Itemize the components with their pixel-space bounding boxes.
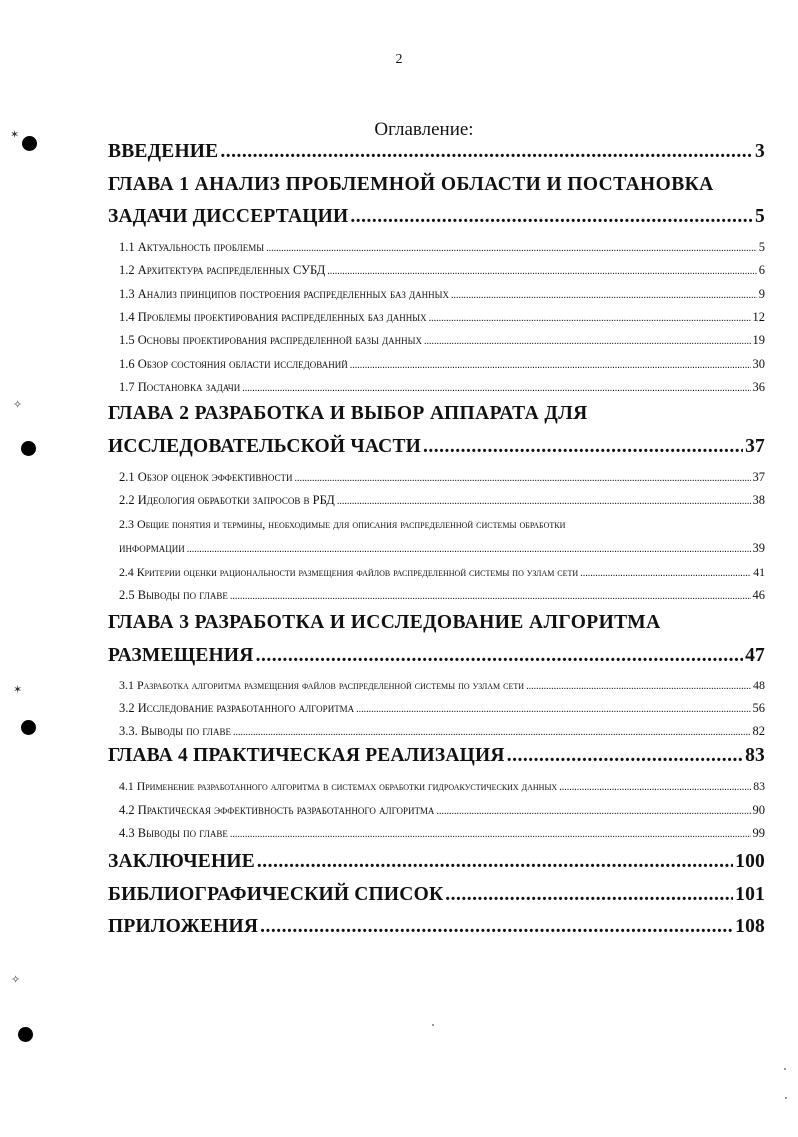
toc-entry-section[interactable] — [119, 310, 765, 325]
dot-leader — [337, 496, 751, 507]
dot-leader — [580, 568, 751, 579]
toc-entry-label: ПРИЛОЖЕНИЯ — [108, 916, 259, 937]
scan-speck — [784, 1068, 786, 1070]
dot-leader — [429, 313, 751, 324]
toc-page-number: 5 — [755, 206, 765, 227]
dot-leader — [350, 360, 751, 371]
toc-page-number: 47 — [745, 645, 765, 666]
dot-leader — [295, 473, 751, 484]
toc-entry-section[interactable] — [119, 724, 765, 739]
toc-entry-section-wrapped-line1[interactable]: 2.3 Общие понятия и термины, необходимые для описания распределенной системы обработки — [119, 517, 566, 531]
toc-entry-label: 1.6 Обзор состояния области исследований — [119, 357, 348, 371]
toc-entry-section[interactable] — [119, 803, 765, 818]
toc-page-number: 108 — [735, 916, 765, 937]
scan-speck — [785, 1097, 787, 1099]
scribble-mark: ✧ — [11, 974, 21, 986]
toc-entry-section[interactable] — [119, 701, 765, 716]
toc-page-number: 19 — [752, 333, 765, 347]
toc-entry-label: РАЗМЕЩЕНИЯ — [108, 645, 254, 666]
dot-leader — [242, 383, 750, 394]
toc-entry-section[interactable] — [119, 565, 765, 580]
page-number: 2 — [395, 52, 403, 67]
scribble-mark: ✶ — [10, 129, 20, 141]
toc-entry-section[interactable] — [119, 240, 765, 255]
toc-entry-section[interactable] — [119, 779, 765, 794]
toc-page-number: 83 — [745, 745, 765, 766]
toc-entry-label: 2.2 Идеология обработки запросов в РБД — [119, 493, 335, 507]
toc-entry-label: ЗАКЛЮЧЕНИЕ — [108, 851, 255, 872]
toc-entry-section[interactable] — [119, 263, 765, 278]
toc-page-number: 6 — [758, 263, 765, 277]
toc-entry-label: 1.1 Актуальность проблемы — [119, 240, 265, 254]
dot-leader — [423, 436, 743, 458]
toc-entry-label: 2.4 Критерии оценки рациональности размещения файлов распределенной системы по узлам сети — [119, 565, 579, 579]
toc-entry-section[interactable] — [119, 678, 765, 693]
toc-entry-label: 1.5 Основы проектирования распределенной базы данных — [119, 333, 422, 347]
toc-entry-label: 4.2 Практическая эффективность разработанного алгоритма — [119, 803, 435, 817]
toc-page-number: 56 — [752, 701, 765, 715]
toc-entry-label: ГЛАВА 4 ПРАКТИЧЕСКАЯ РЕАЛИЗАЦИЯ — [108, 745, 505, 766]
toc-entry-conclusion[interactable] — [108, 851, 765, 873]
toc-entry-label: информации — [119, 541, 185, 555]
toc-entry-label: 1.2 Архитектура распределенных СУБД — [119, 263, 326, 277]
toc-page-number: 36 — [752, 380, 765, 394]
chapter-2-heading-line1[interactable]: ГЛАВА 2 РАЗРАБОТКА И ВЫБОР АППАРАТА ДЛЯ — [108, 403, 588, 424]
dot-leader — [266, 243, 757, 254]
dot-leader — [233, 727, 751, 738]
toc-page-number: 12 — [752, 310, 765, 324]
toc-page-number: 38 — [752, 493, 765, 507]
chapter-1-heading-line1[interactable]: ГЛАВА 1 АНАЛИЗ ПРОБЛЕМНОЙ ОБЛАСТИ И ПОСТАНОВКА — [108, 174, 714, 195]
toc-entry-label: БИБЛИОГРАФИЧЕСКИЙ СПИСОК — [108, 884, 444, 905]
toc-entry-label: ВВЕДЕНИЕ — [108, 141, 219, 162]
dot-leader — [260, 916, 733, 938]
toc-entry-section[interactable] — [119, 588, 765, 603]
toc-entry-section-wrapped-line2[interactable] — [119, 541, 765, 556]
dot-leader — [220, 141, 753, 163]
toc-entry-label: 1.7 Постановка задачи — [119, 380, 241, 394]
toc-entry-introduction[interactable] — [108, 141, 765, 163]
toc-entry-label: 3.2 Исследование разработанного алгоритма — [119, 701, 355, 715]
dot-leader — [230, 829, 751, 840]
toc-page-number: 83 — [753, 779, 765, 793]
toc-entry-chapter-1[interactable] — [108, 206, 765, 228]
toc-entry-section[interactable] — [119, 826, 765, 841]
toc-page-number: 99 — [752, 826, 765, 840]
toc-page-number: 100 — [735, 851, 765, 872]
dot-leader — [356, 704, 750, 715]
toc-page-number: 90 — [752, 803, 765, 817]
binder-hole-mark — [21, 441, 36, 456]
toc-entry-label: 2.1 Обзор оценок эффективности — [119, 470, 293, 484]
toc-entry-chapter-3[interactable] — [108, 645, 765, 667]
dot-leader — [257, 851, 733, 873]
toc-page-number: 82 — [752, 724, 765, 738]
toc-entry-label: ИССЛЕДОВАТЕЛЬСКОЙ ЧАСТИ — [108, 436, 422, 457]
dot-leader — [507, 745, 743, 767]
scan-speck — [432, 1024, 434, 1026]
toc-entry-label: 1.3 Анализ принципов построения распределенных баз данных — [119, 287, 449, 301]
toc-entry-section[interactable] — [119, 493, 765, 508]
toc-entry-bibliography[interactable] — [108, 884, 765, 906]
toc-entry-label: 2.5 Выводы по главе — [119, 588, 228, 602]
toc-entry-label: 3.3. Выводы по главе — [119, 724, 231, 738]
toc-page-number: 48 — [753, 678, 765, 692]
scribble-mark: ✶ — [13, 684, 23, 696]
toc-entry-label: 4.1 Применение разработанного алгоритма в системах обработки гидроакустических данных — [119, 779, 558, 793]
binder-hole-mark — [22, 136, 37, 151]
toc-entry-label: 4.3 Выводы по главе — [119, 826, 228, 840]
toc-page-number: 5 — [758, 240, 765, 254]
toc-title: Оглавление: — [374, 119, 474, 140]
toc-page-number: 3 — [755, 141, 765, 162]
scribble-mark: ✧ — [13, 399, 23, 411]
toc-entry-section[interactable] — [119, 287, 765, 302]
toc-entry-section[interactable] — [119, 380, 765, 395]
toc-page-number: 37 — [752, 470, 765, 484]
toc-page-number: 9 — [758, 287, 765, 301]
toc-page-number: 37 — [745, 436, 765, 457]
dot-leader — [424, 336, 751, 347]
toc-page-number: 101 — [735, 884, 765, 905]
toc-page-number: 39 — [752, 541, 765, 555]
toc-entry-chapter-2[interactable] — [108, 436, 765, 458]
dot-leader — [187, 544, 751, 555]
dot-leader — [451, 290, 757, 301]
toc-entry-section[interactable] — [119, 470, 765, 485]
toc-entry-chapter-4[interactable] — [108, 745, 765, 767]
toc-entry-appendices[interactable] — [108, 916, 765, 938]
dot-leader — [350, 206, 753, 228]
toc-entry-label: 3.1 Разработка алгоритма размещения файлов распределенной системы по узлам сети — [119, 678, 525, 692]
binder-hole-mark — [21, 720, 36, 735]
dot-leader — [230, 591, 751, 602]
toc-entry-label: 1.4 Проблемы проектирования распределенных баз данных — [119, 310, 427, 324]
dot-leader — [327, 266, 757, 277]
toc-entry-label: ЗАДАЧИ ДИССЕРТАЦИИ — [108, 206, 349, 227]
binder-hole-mark — [18, 1027, 33, 1042]
toc-page-number: 41 — [753, 565, 765, 579]
toc-entry-section[interactable] — [119, 357, 765, 372]
dot-leader — [445, 884, 733, 906]
chapter-3-heading-line1[interactable]: ГЛАВА 3 РАЗРАБОТКА И ИССЛЕДОВАНИЕ АЛГОРИТМА — [108, 612, 661, 633]
toc-page-number: 46 — [752, 588, 765, 602]
dot-leader — [436, 806, 750, 817]
toc-entry-section[interactable] — [119, 333, 765, 348]
dot-leader — [559, 782, 751, 793]
dot-leader — [526, 681, 751, 692]
dot-leader — [256, 645, 744, 667]
toc-page-number: 30 — [752, 357, 765, 371]
